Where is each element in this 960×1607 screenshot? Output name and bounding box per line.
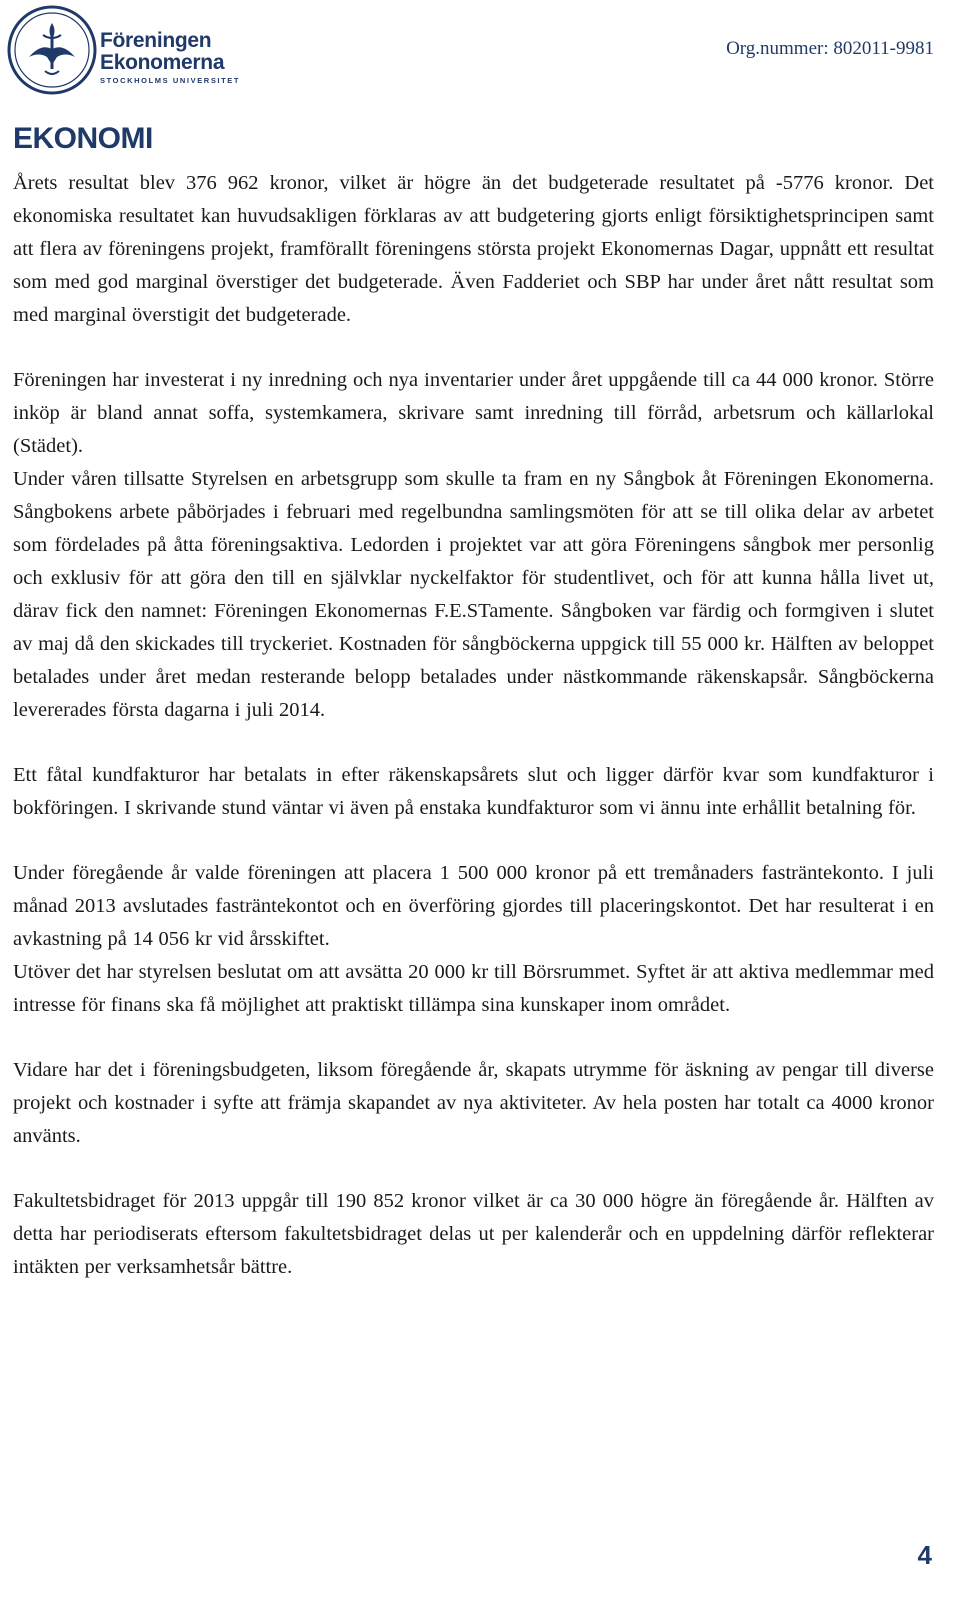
page-number: 4: [917, 1540, 932, 1570]
logo-line-3: STOCKHOLMS UNIVERSITET: [100, 76, 241, 85]
logo-line-2: Ekonomerna: [100, 51, 225, 74]
document-body: [13, 167, 934, 1284]
page-header: [0, 0, 960, 100]
paragraph-songbook: Under våren tillsatte Styrelsen en arbetsgrupp som skulle ta fram en ny Sångbok åt Föreningen Ekonomerna. Sångbokens arbete påbörjades i februari med regelbundna samlingsmöten för att se till olika delar av arbetet som fördelades på åtta föreningsaktiva. Ledorden i projektet var att göra Föreningens sångbok mer personlig och exklusiv för att göra den till en självklar nyckelfaktor för studentlivet, och för att kunna hålla livet ut, därav fick den namnet: Föreningen Ekonomernas F.E.STamente. Sångboken var färdig och formgiven i slutet av maj då den skickades till tryckeriet. Kostnaden för sångböckerna uppgick till 55 000 kr. Hälften av beloppet betalades under året medan resterande belopp betalades under nästkommande räkenskapsår. Sångböckerna levererades första dagarna i juli 2014.: [13, 468, 934, 721]
association-logo: [7, 5, 97, 95]
logo-wordmark: [100, 30, 240, 85]
org-number: Org.nummer: 802011-9981: [726, 38, 934, 59]
paragraph-budget-requests: Vidare har det i föreningsbudgeten, liksom föregående år, skapats utrymme för äskning av pengar till diverse projekt och kostnader i syfte att främja skapandet av nya aktiviteter. Av hela posten har totalt ca 4000 kronor använts.: [13, 1059, 934, 1147]
paragraph-invoices: Ett fåtal kundfakturor har betalats in efter räkenskapsårets slut och ligger därför kvar som kundfakturor i bokföringen. I skrivande stund väntar vi även på enstaka kundfakturor som vi ännu inte erhållit betalning för.: [13, 764, 934, 819]
paragraph-fixed-rate-account: Under föregående år valde föreningen att placera 1 500 000 kronor på ett tremånaders fasträntekonto. I juli månad 2013 avslutades fasträntekontot och en överföring gjordes till placeringskontot. Det har resulterat i en avkastning på 14 056 kr vid årsskiftet.: [13, 862, 934, 950]
section-title: EKONOMI: [13, 122, 153, 155]
paragraph-result: Årets resultat blev 376 962 kronor, vilket är högre än det budgeterade resultatet på -5776 kronor. Det ekonomiska resultatet kan huvudsakligen förklaras av att budgetering gjorts enligt försiktighetsprincipen samt att flera av föreningens projekt, framförallt föreningens största projekt Ekonomernas Dagar, uppnått ett resultat som med god marginal överstiger det budgeterade. Även Fadderiet och SBP har under året nått resultat som med marginal överstigit det budgeterade.: [13, 172, 934, 326]
paragraph-faculty-grant: Fakultetsbidraget för 2013 uppgår till 190 852 kronor vilket är ca 30 000 högre än föregående år. Hälften av detta har periodiserats eftersom fakultetsbidraget delas ut per kalenderår och en uppdelning därför reflekterar intäkten per verksamhetsår bättre.: [13, 1190, 934, 1278]
logo-line-1: Föreningen: [100, 29, 212, 52]
paragraph-borsrummet: Utöver det har styrelsen beslutat om att avsätta 20 000 kr till Börsrummet. Syftet är att aktiva medlemmar med intresse för finans ska få möjlighet att praktiskt tillämpa sina kunskaper inom området.: [13, 961, 934, 1016]
paragraph-investments: Föreningen har investerat i ny inredning och nya inventarier under året uppgående till ca 44 000 kronor. Större inköp är bland annat soffa, systemkamera, skrivare samt inredning till förråd, arbetsrum och källarlokal (Städet).: [13, 369, 934, 457]
